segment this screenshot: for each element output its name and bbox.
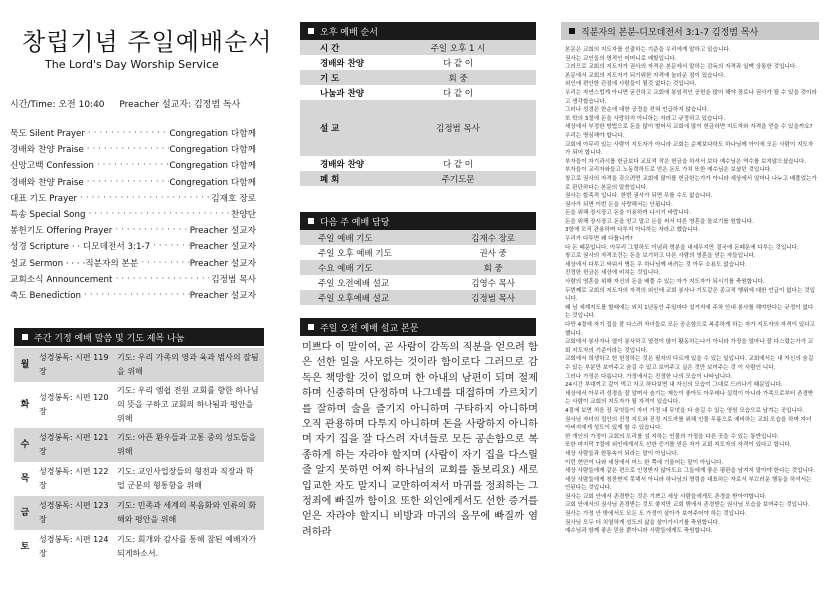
table-row: 폐 회 주기도문 [300, 171, 536, 186]
order-item-label: 성경 Scripture · · 디모데전서 3:1-7 [10, 242, 151, 253]
sermon-paragraph: 교회 안에서의 권사님 존경받는 것도 좋지만 교회 밖에서 존경받는 권사님 모습을 보여주는 것입니다. [565, 502, 810, 509]
sermon-text-title: 주일 오전 예배 설교 본문 [320, 323, 419, 334]
order-item [10, 287, 256, 303]
table-row: 목 성경봉독: 시편 122 장 기도: 교인사업장들의 형전과 직장과 학업 군문의 형통함을 위해 [20, 467, 254, 490]
afternoon-service-header [300, 22, 536, 40]
sermon-paragraph: 교회에 아무리 있는 사람이 지도자가 아니라 교회는 순제보다하도 하나님께 아이에 모든 사람이 지도자가 되어 합니다. [565, 141, 814, 157]
sermon-paragraph: 창고로 권사의 자격조건는 돈을 보기하고 다른 사람의 영혼을 얻는 자들입니다. [565, 253, 756, 260]
sermon-paragraph: 돈을 위해 장시장고 돈을 얻고 말고 돈을 써서 다른 영혼을 돌보기를 원합니다. [565, 218, 754, 225]
order-item-who: Congregation 다함께 [169, 145, 256, 156]
main-sermon-header [561, 22, 819, 40]
order-item-who: Preacher 설교자 [189, 226, 256, 237]
sermon-paragraph: 본문은 교회의 지도자를 선출하는 기준을 우리에게 말하고 있습니다. [565, 47, 731, 53]
table-row: 금 성경봉독: 시편 123 장 기도: 민족과 세계의 복음화와 인류의 화해와 평안을 위해 [14, 496, 264, 530]
sermon-paragraph: 권사는 합족적 입니다. 한번 권사가 되면 무를 수도 없습니다. [565, 193, 713, 200]
order-item-who: Preacher 설교자 [189, 242, 256, 253]
sermon-paragraph: 창고로 권사의 자격을 갖으려면 교회에 많이를 헌금한는가가 아니라 세상에서 얼마나 나누고 배풀었는가로 판단하다는 본문의 말씀입니다. [565, 175, 817, 191]
sermon-scripture-text: 미쁘다 이 말이여, 곧 사람이 감독의 직분을 얻으려 함은 선한 일을 사모하는 것이라 함이로다 그러므로 감독은 책망할 것이 없으며 한 아내의 남편이 되며 절제하며 신중하며 단정하며 나그네를 대접하며 가르치기를 잘하며 술을 즐기지 아니하며 구타하지 아니하며 오직 관용하며 다투지 아니하며 돈을 사랑하지 아니하며 자기 집을 잘 다스려 자녀들로 모든 공손함으로 복종하게 하는 자라야 할지며 (사람이 자기 집을 다스릴 줄 알지 못하면 어찌 하나님의 교회를 돌보리요) 새로 입교한 자도 말지니 교만하여져서 마귀를 정죄하는 그 정죄에 빠질까 함이요 또한 외인에게서도 선한 증거를 얻은 자라야 할지니 비방과 마귀의 올무에 빠질까 염려하라 [302, 342, 538, 538]
square-bullet-icon [569, 28, 575, 34]
afternoon-service-title: 오후 예배 순서 [320, 27, 378, 38]
sermon-paragraph: 두번째로 교회의 지도자의 자격의 외인에 교회 봉사나 기도같은 종교적 행위에 대한 언급이 없다는 것입니다. [565, 287, 816, 303]
table-row: 주일 오후 예배 기도 권사 중 [318, 248, 507, 259]
order-item-who: Congregation 다함께 [169, 161, 256, 172]
table-row: 주일 예배 기도 김재수 장로 [300, 230, 536, 245]
sermon-paragraph: 그러나 성경은 한순에 대한 공정을 전혀 언급하지 않습니다. [565, 107, 709, 114]
order-item-who: 김정범 목사 [211, 274, 256, 285]
sermon-paragraph: 진정한 헌금은 세상에 비치는 것입니다. [565, 270, 661, 277]
sermon-paragraph: 권사는 가정 안 밖에서도 모든 도 가정이 살아가 보여주어야 하는 것입니다. [565, 511, 747, 518]
table-row: 나눔과 찬양 다 같 이 [320, 88, 474, 99]
sermon-paragraph: 교회에서 봉사자나 열이 봉사하고 열정이 많이 활동하는나가 아니라 가정을 얼마나 잘 다스렸는가가 교회 지도자의 기준이라는 것입니다. [565, 339, 814, 354]
order-item [10, 125, 256, 141]
square-bullet-icon [22, 334, 28, 340]
order-item [10, 190, 256, 206]
page-title: 창립기념 주일예배순서 [22, 28, 273, 56]
bulletin-middle-column [288, 0, 548, 590]
order-item [10, 238, 256, 254]
sermon-paragraph: 한 개인의 가정이 교회의 도리를 섬 지하는 인물의 가정을 다른 곳을 수 있는 통반입니다. [565, 433, 780, 440]
sermon-paragraph: 부자들이 교리자와들고 노동력하도로 얻은 돈도 가치 또한 예수님은 보셨던 것입니다. [565, 167, 772, 174]
sermon-paragraph: 권사는 교인들의 영적인 어머니로 예할입니다. [565, 55, 677, 62]
square-bullet-icon [308, 28, 314, 34]
sermon-paragraph: 외인에 편안한 관점에 사람들이 될것 없다는 것입니다. [565, 81, 697, 88]
order-item [10, 271, 256, 287]
next-week-header [300, 212, 536, 230]
table-row: 주일 오후예배 설교 김정범 목사 [300, 290, 536, 305]
table-row: 경배와 찬양 다 같 이 [320, 159, 474, 170]
sermon-text-header [300, 318, 536, 336]
order-item [10, 174, 256, 190]
bulletin-cover-column [0, 0, 285, 590]
weekly-prayer-table [14, 348, 264, 564]
sermon-paragraph: 권사가 되면 이번 돈을 사랑해서는 안됩니다. [565, 201, 673, 208]
order-item-who: Congregation 다함께 [169, 177, 256, 188]
table-row: 월 성경봉독: 시편 119 장 기도: 우리 가족의 영과 육과 범사의 잘됨을 위해 [14, 348, 264, 382]
service-info [10, 97, 252, 110]
order-item-label: 축도 Benediction [10, 290, 82, 301]
sermon-paragraph: 우리는 자연스럽게 아니면 굳건하고 교회에 봉임적인 공헌을 많이 해야 장로나 권사가 될 수 있을 것이라고 생각합습니다. [565, 89, 817, 105]
sermon-paragraph: 세상에서 부정한 방법으로 돈을 많이 벌어서 교회에 많이 헌금하면 지도자와 자격을 얻을 수 있을까요? [565, 124, 813, 131]
order-item-label: 신앙고백 Confession [10, 161, 94, 172]
next-week-title: 다음 주 예배 담당 [320, 217, 390, 228]
sermon-paragraph: 교회에서 희생하고 헌 헌정하는 것은 필자의 다르게 있을 수 있는 일입니다. 교회에서는 내 자신의 숨길 수 있는 부분만 보여주고 숨길 수 있고 보여주고 싶은 것만 보여주는 것 이 사람인 니다. [565, 356, 814, 371]
next-week-table [300, 230, 536, 305]
sermon-paragraph: 우리는 명심해야 합니다. [565, 132, 625, 139]
order-item [10, 255, 256, 271]
main-sermon-title: 직분자의 본분-디모데전서 3:1-7 김정범 목사 [581, 27, 759, 38]
table-row: 토 성경봉독: 시편 124 장 기도: 회개와 감사를 통해 참된 예배자가 되게하소서. [20, 535, 257, 558]
sermon-paragraph: 그러나 가정은 다릅니다. 가정에서는 진정한 나의 모습이 나타납니다. [565, 373, 733, 380]
sermon-paragraph: 세상 사람들에게 칭찬받지 못해서 아니라 하나님의 명령을 대표하는 자로서 부끄러운 행동을 하셔서는 안된다는 것입니다. [565, 476, 812, 492]
table-row: 수요 예배 기도 회 중 [300, 260, 536, 275]
square-bullet-icon [308, 218, 314, 224]
sermon-paragraph: 그러므로 교회의 지도자가 권사의 자격은 본문에서 말하는 감독의 자격과 일맥 상통한 것입니다. [565, 64, 798, 71]
worship-order-list [10, 125, 256, 303]
sermon-paragraph: 또한 마지막 7절에 외인에게서도 선한 증거를 얻은 자가 교회 지도자의 자격이 있다고 합니다. [565, 442, 792, 449]
order-item-label: 봉헌기도 Offering Prayer [10, 226, 113, 237]
order-item [10, 206, 256, 222]
sermon-paragraph: 3항에 모직 관용하며 다투지 아니하는 자라고 했습니다. [565, 227, 700, 234]
main-sermon-body [565, 46, 817, 536]
order-item-label: 경배와 찬양 Praise [10, 145, 84, 156]
order-item [10, 141, 256, 157]
sermon-paragraph: 사람의 영혼을 위해 자신의 돈을 배풀 수 있는 자가 지도자가 되시기를 축원합니다. [565, 279, 765, 286]
order-item-label: 특송 Special Song [10, 210, 86, 221]
sermon-paragraph: 세상 사람들과 한통속이 되라는 말이 아닙니다. [565, 450, 679, 457]
order-item-who: 찬양단 [230, 210, 256, 221]
sermon-paragraph: 왜 님 세계지도를 할래에는 외치 1년동안 주일마다 설거지에 주차 안내 봉사를 해야한다는 규정이 없다는 것입니다. [565, 304, 814, 320]
prayer-section-header [14, 328, 264, 346]
page-subtitle: The Lord's Day Worship Service [45, 58, 219, 71]
order-item-who: 김재호 장로 [211, 193, 256, 204]
order-item-who: Preacher 설교자 [189, 258, 256, 269]
sermon-paragraph: 또 학의 3절에 돈을 사랑하지 아니하는 자라고 규정하고 있습니다. [565, 115, 726, 122]
table-row: 기 도 회 중 [300, 70, 536, 85]
table-row: 설 교 김정범 목사 [300, 100, 536, 156]
service-time: 시간/Time: 오전 10:40 [10, 100, 105, 110]
order-item-who: Preacher 설교자 [189, 290, 256, 301]
table-row: 시 간 주일 오후 1 시 [300, 40, 536, 55]
sermon-paragraph: 본문에서 교회의 지도자가 되기위한 자격에 놀라운 점이 있습니다. [565, 72, 726, 79]
sermon-paragraph: 4절에 보면 처음 장 무엇들이 자녀 가정 내 무엇을 다 숨길 수 있는 영원 모습으로 남겨는 곳입니다. [565, 407, 805, 414]
order-item [10, 157, 256, 173]
sermon-paragraph: 권사님 모두 더 치열하게 성도의 삶을 살아가시기를 축원합니다. [565, 519, 720, 526]
table-row: 경배와 찬양 다 같 이 [320, 58, 474, 69]
bulletin-sermon-column [555, 0, 835, 590]
afternoon-service-table [300, 40, 536, 186]
sermon-paragraph: 세상에서 아무리 성경을 잘 알며서 숨기는 재능이 좋아도 아무데나 실력이 아니라 가족으로부터 존경받는 사람이 교회의 지도자가 될 자격이 있습니다. [565, 390, 814, 406]
sermon-paragraph: 부자들이 자기과시를 헌금보다 교묘적 작은 헌금을 하셔서 보다 예수님은 역수를 보지않으셨습니다. [565, 158, 807, 165]
sermon-paragraph: 24시간 부대끼고 같이 먹고 자고 하다보면 내 자신의 모습이 그대로 드러나기 때문입니다. [565, 382, 783, 389]
service-preacher: Preacher 설교자: 김정범 독사 [119, 100, 241, 110]
prayer-section-title: 주간 기정 예배 말씀 및 기도 제목 나눔 [34, 333, 185, 344]
table-row: 수 성경봉독: 시편 121 장 기도: 아픈 환우들과 고통 중의 성도들을 위해 [14, 428, 264, 462]
order-item-label: 경배와 찬양 Praise [10, 177, 84, 188]
sermon-paragraph: 다 돈 때문입니다. 아무리 그렇하도 이념과 명분을 내세우지만 결국에 돈때문에 다투는 것입니다. [565, 244, 799, 251]
sermon-paragraph: 예수님과 함께 좋은 믿음 뿐아니라 사람들에게도 축원합니다. [565, 528, 713, 535]
sermon-paragraph: 권사는 교회 안에서 존경받는 것은 기쁘고 세상 사람들에게도 존경을 받아야합니다. [565, 493, 767, 500]
square-bullet-icon [308, 324, 314, 330]
sermon-paragraph: 세상 사람들에게 같은 편으로 인정받지 않아도요 그들에게 좋은 평판을 남겨지 말아야 한다는 것입니다. [565, 468, 816, 475]
sermon-paragraph: 이런 현안이 나와 세상에서 어느 한 쪽에 기울어는 말이 아닙니다. [565, 459, 724, 466]
order-item-label: 대표 기도 Prayer [10, 193, 78, 204]
order-item-label: 교회소식 Announcement [10, 274, 113, 285]
sermon-paragraph: 권사님 자녀의 집안의 진정 지도와 진정 지도자를 위해 인물 무릎으로 예비하는 교회 모습을 하며 자녀 아버지에게 성도이 있게 할 수 있습니다. [565, 416, 812, 432]
sermon-paragraph: 돈을 위해 장시장고 돈을 이용하여 나시기 바랍니다. [565, 210, 691, 217]
order-item-label: 묵도 Silent Prayer [10, 129, 85, 140]
table-row: 주일 오전예배 설교 김영수 목사 [318, 278, 516, 289]
sermon-paragraph: 우리가 다투면 왜 다툽니까? [565, 236, 633, 243]
order-item-label: 설교 Sermon · · · ·직분자의 본분 [10, 258, 139, 269]
order-item-who: Congregation 다함께 [169, 129, 256, 140]
sermon-paragraph: 다만 4절에 자기 집을 잘 다스려 자녀들로 모든 공손함으로 복종하게 하는 자가 지도자의 자격이 있다고 했니다. [565, 322, 815, 337]
order-item [10, 222, 256, 238]
table-row: 화 성경봉독: 시편 120 장 기도: 우리 엠쉽 전원 교회를 향한 하나님의 뜻을 구하고 교회의 하나됨과 평안을 위해 [20, 386, 259, 423]
sermon-paragraph: 세상에서 다투고 싸워서 병든 우 하나님께 버려는 것 아무 소용도 없습니다. [565, 261, 747, 268]
